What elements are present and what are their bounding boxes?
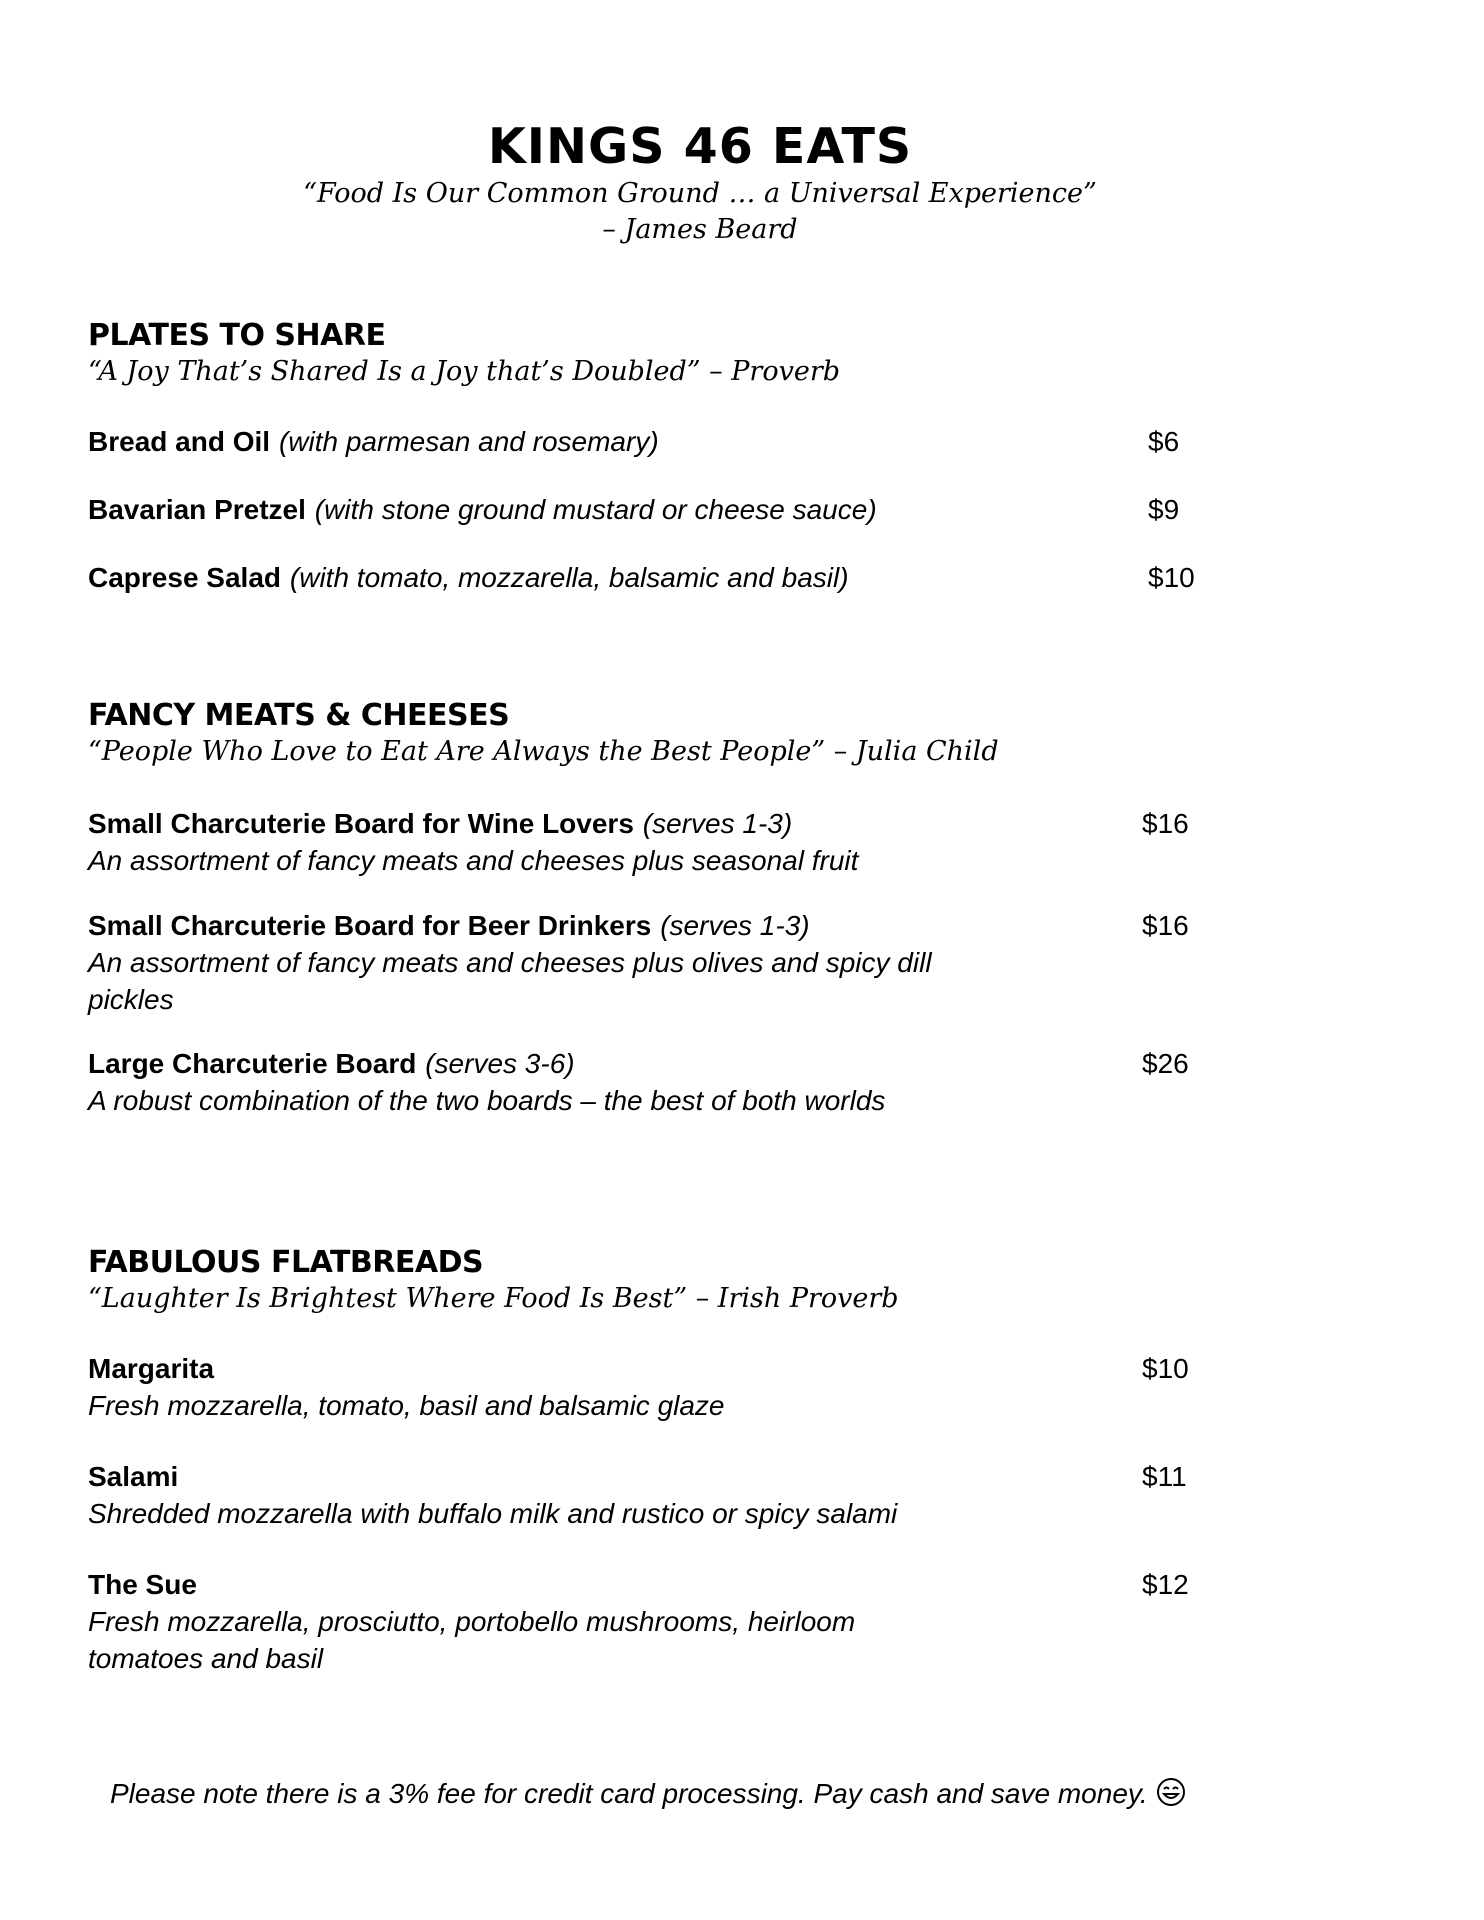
item-price: $9 [1148, 494, 1180, 525]
item-price: $10 [1148, 562, 1195, 593]
item-price: $10 [1142, 1353, 1189, 1384]
menu-item [88, 560, 1408, 596]
item-name: Margarita [88, 1353, 215, 1384]
item-price: $26 [1142, 1048, 1189, 1079]
item-name: The Sue [88, 1569, 197, 1600]
item-name: Small Charcuterie Board for Beer Drinkers [88, 910, 652, 941]
section-fancy-meats-cheeses [88, 698, 1408, 1128]
item-note: (with parmesan and rosemary) [278, 426, 659, 457]
item-note: (serves 1-3) [642, 808, 793, 839]
section-title: FABULOUS FLATBREADS [88, 1245, 484, 1280]
item-note: (serves 1-3) [660, 910, 810, 941]
menu-item [88, 424, 1408, 460]
item-price: $16 [1142, 910, 1189, 941]
section-title: FANCY MEATS & CHEESES [88, 698, 510, 733]
item-description: An assortment of fancy meats and cheeses plus olives and spicy dill pickles [88, 947, 932, 1015]
smiley-face-icon [1156, 1777, 1186, 1814]
menu-item [88, 908, 1408, 1018]
item-description: An assortment of fancy meats and cheeses plus seasonal fruit [88, 845, 859, 876]
item-note: (with stone ground mustard or cheese sauce) [314, 494, 877, 525]
menu-item [88, 492, 1408, 528]
menu-item [88, 1567, 1408, 1677]
item-name: Bread and Oil [88, 426, 271, 457]
item-description: A robust combination of the two boards – the best of both worlds [88, 1085, 886, 1116]
item-description: Fresh mozzarella, prosciutto, portobello mushrooms, heirloom tomatoes and basil [88, 1606, 856, 1674]
item-price: $6 [1148, 426, 1180, 457]
section-quote: “People Who Love to Eat Are Always the Best People” – Julia Child [88, 736, 999, 767]
section-plates-to-share [88, 318, 1408, 618]
item-name: Salami [88, 1461, 179, 1492]
footer-note: Please note there is a 3% fee for credit card processing. Pay cash and save money. [110, 1778, 1148, 1809]
header-quote-author: – James Beard [602, 214, 798, 245]
item-description: Shredded mozzarella with buffalo milk and rustico or spicy salami [88, 1498, 898, 1529]
item-note: (with tomato, mozzarella, balsamic and basil) [289, 562, 849, 593]
section-fabulous-flatbreads [88, 1245, 1408, 1695]
section-quote: “Laughter Is Brightest Where Food Is Best” – Irish Proverb [88, 1283, 899, 1314]
item-note: (serves 3-6) [425, 1048, 575, 1079]
item-name: Small Charcuterie Board for Wine Lovers [88, 808, 634, 839]
item-name: Large Charcuterie Board [88, 1048, 417, 1079]
section-quote: “A Joy That’s Shared Is a Joy that’s Doubled” – Proverb [88, 356, 841, 387]
item-price: $11 [1142, 1461, 1187, 1492]
item-name: Bavarian Pretzel [88, 494, 306, 525]
menu-item [88, 806, 1408, 879]
item-description: Fresh mozzarella, tomato, basil and balsamic glaze [88, 1390, 725, 1421]
item-price: $16 [1142, 808, 1189, 839]
menu-item [88, 1351, 1408, 1424]
section-title: PLATES TO SHARE [88, 318, 386, 353]
menu-item [88, 1046, 1408, 1119]
header-quote: “Food Is Our Common Ground … a Universal Experience” [303, 178, 1097, 209]
item-price: $12 [1142, 1569, 1189, 1600]
restaurant-title: KINGS 46 EATS [487, 118, 913, 175]
item-name: Caprese Salad [88, 562, 281, 593]
footer-note-line [110, 1777, 1186, 1814]
menu-item [88, 1459, 1408, 1532]
